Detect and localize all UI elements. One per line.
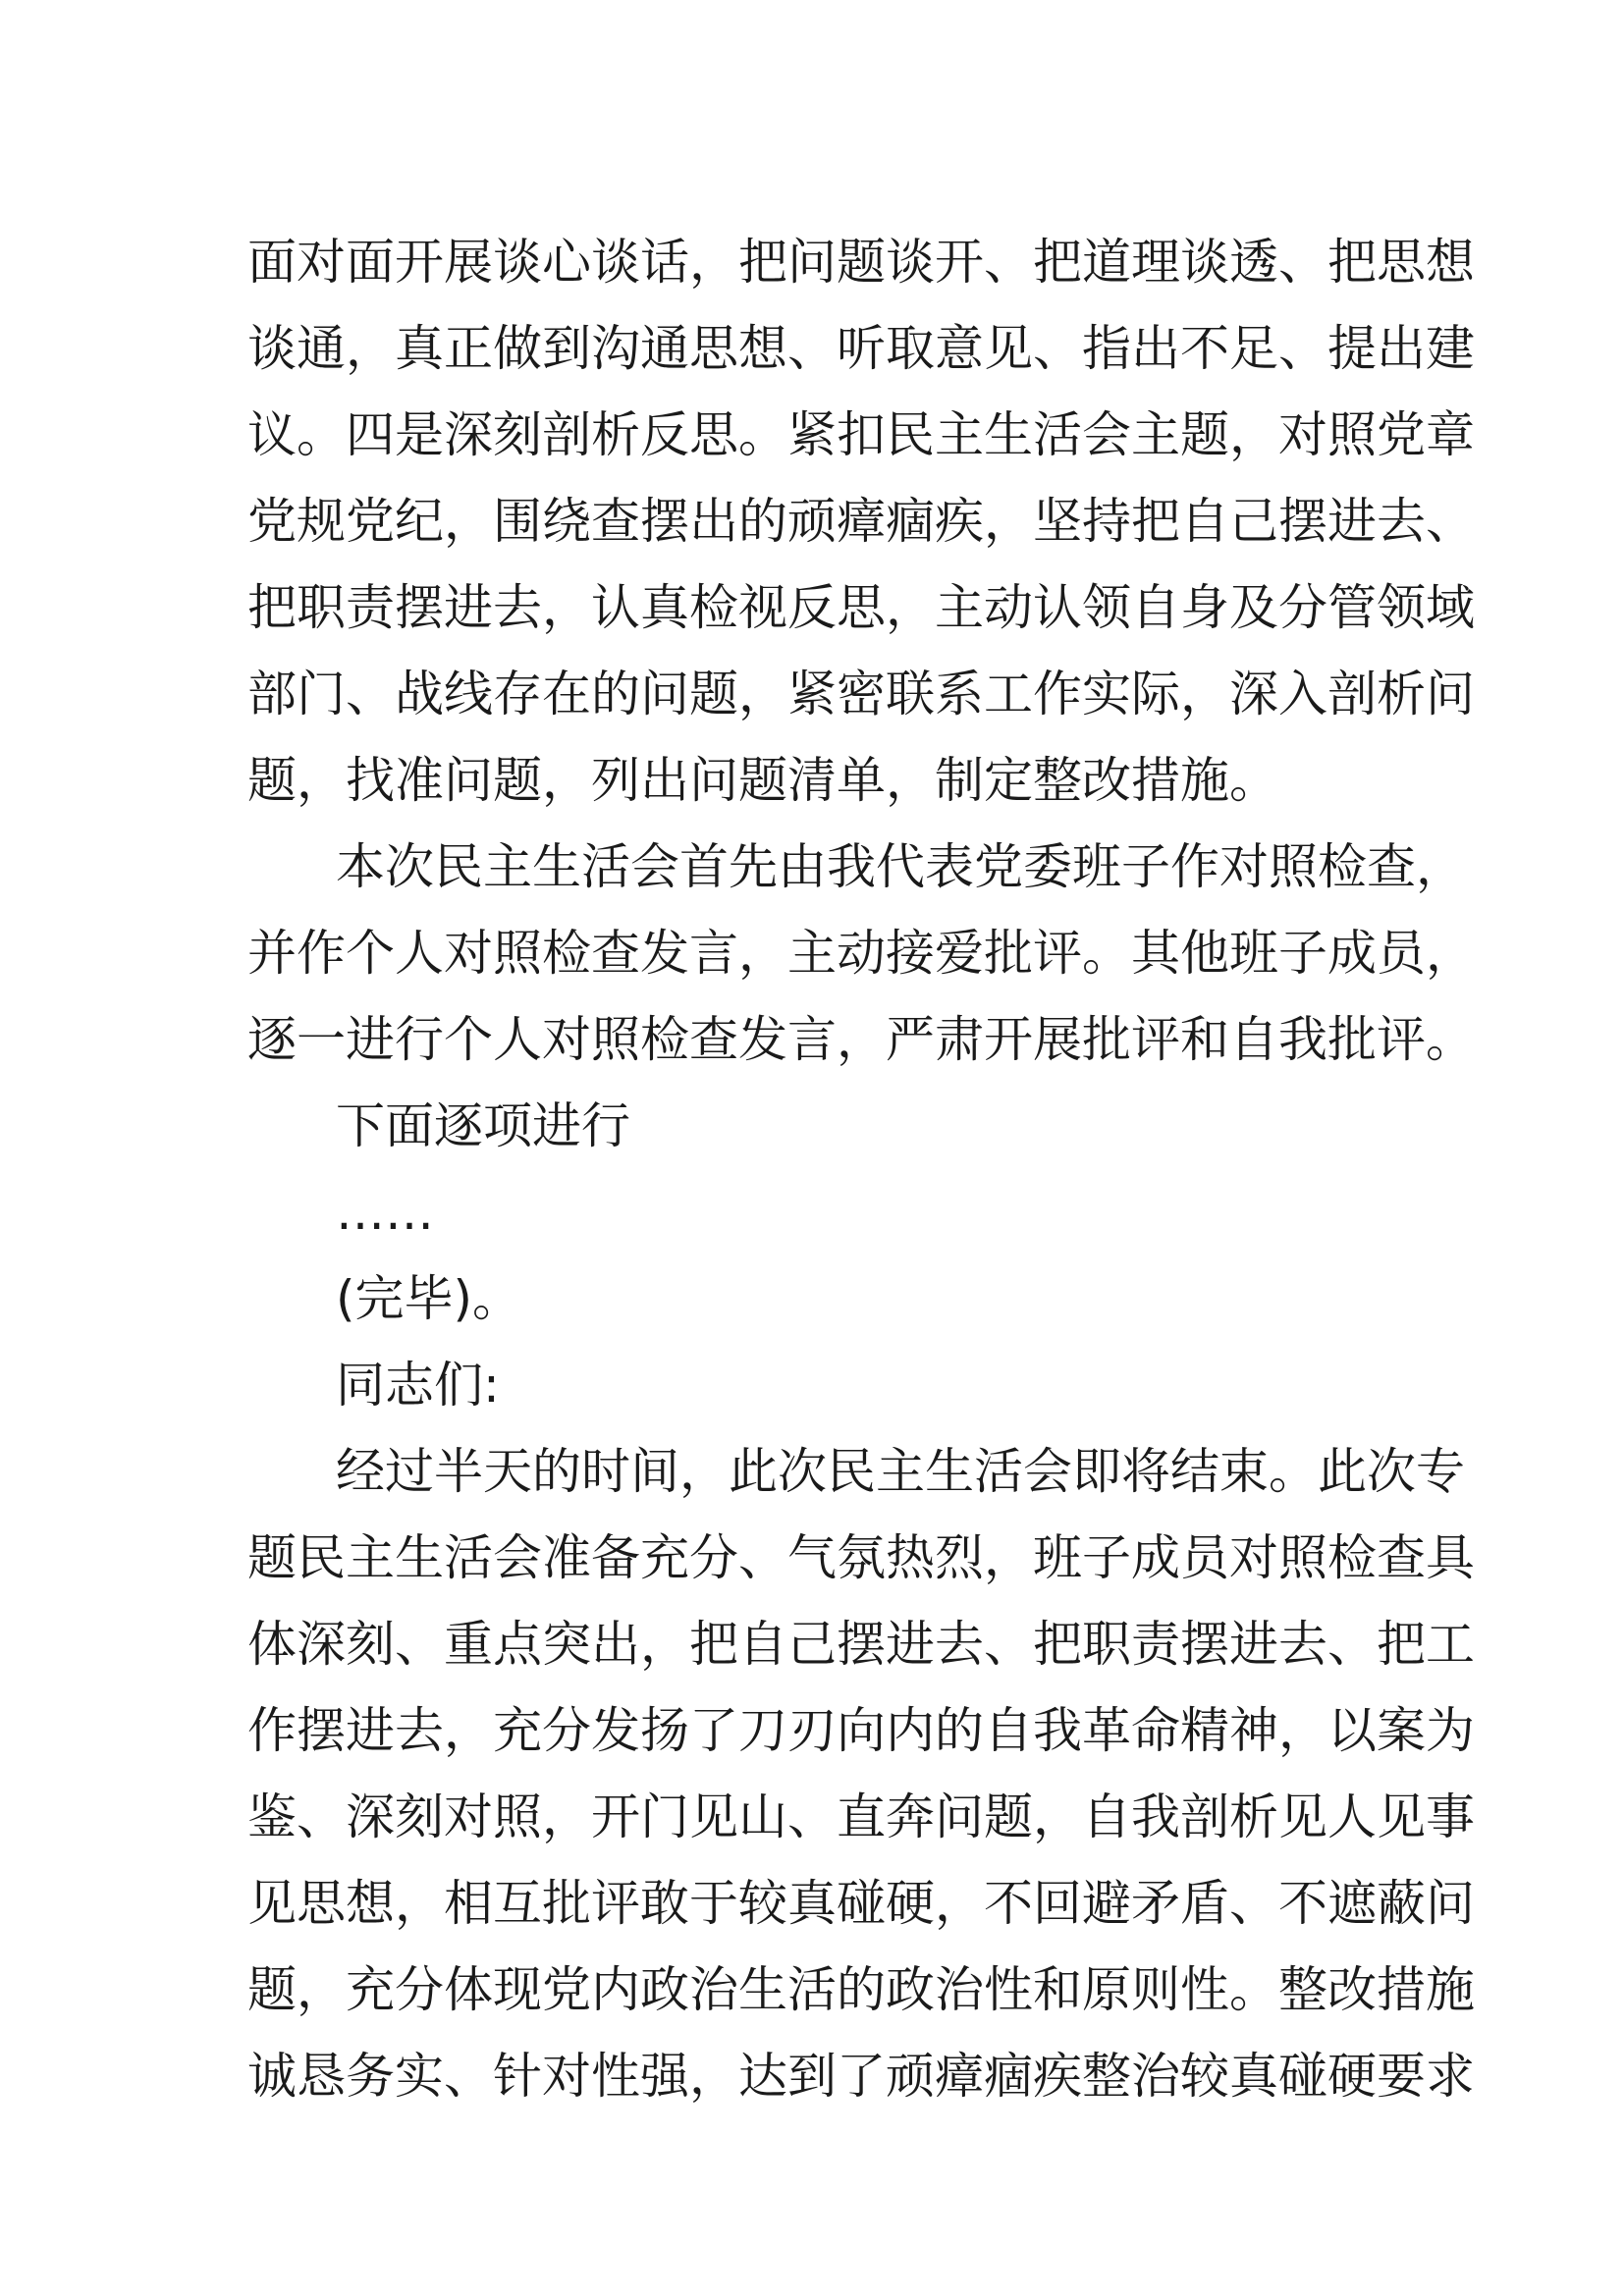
paragraph-first-line: (完毕)。 — [336, 1270, 522, 1327]
paragraph-first-line: 下面逐项进行 — [336, 1097, 630, 1154]
text-line: 见思想，相互批评敢于较真碰硬，不回避矛盾、不遮蔽问 — [247, 1875, 1475, 1932]
salutation-line: 同志们: — [336, 1357, 500, 1414]
text-line: 逐一进行个人对照检查发言，严肃开展批评和自我批评。 — [247, 1011, 1475, 1068]
text-line: 作摆进去，充分发扬了刀刃向内的自我革命精神，以案为 — [247, 1702, 1475, 1759]
text-line: 题，找准问题，列出问题清单，制定整改措施。 — [247, 752, 1278, 809]
text-line: 谈通，真正做到沟通思想、听取意见、指出不足、提出建 — [247, 320, 1475, 377]
text-line: 题民主生活会准备充分、气氛热烈，班子成员对照检查具 — [247, 1529, 1475, 1586]
text-line: 鉴、深刻对照，开门见山、直奔问题，自我剖析见人见事 — [247, 1789, 1475, 1845]
text-line: 议。四是深刻剖析反思。紧扣民主生活会主题，对照党章 — [247, 406, 1475, 463]
paragraph-first-line: 本次民主生活会首先由我代表党委班子作对照检查， — [336, 838, 1465, 895]
document-body — [247, 219, 1475, 2119]
paragraph-first-line: 经过半天的时间，此次民主生活会即将结束。此次专 — [336, 1443, 1465, 1500]
ellipsis-line: …… — [336, 1184, 434, 1241]
text-line: 题，充分体现党内政治生活的政治性和原则性。整改措施 — [247, 1961, 1475, 2018]
text-line: 部门、战线存在的问题，紧密联系工作实际，深入剖析问 — [247, 666, 1475, 722]
text-line: 体深刻、重点突出，把自己摆进去、把职责摆进去、把工 — [247, 1616, 1475, 1673]
text-line: 党规党纪，围绕查摆出的顽瘴痼疾，坚持把自己摆进去、 — [247, 493, 1475, 550]
text-line: 面对面开展谈心谈话，把问题谈开、把道理谈透、把思想 — [247, 234, 1475, 291]
text-line: 诚恳务实、针对性强，达到了顽瘴痼疾整治较真碰硬要求 — [247, 2048, 1475, 2105]
text-line: 并作个人对照检查发言，主动接爱批评。其他班子成员， — [247, 925, 1475, 982]
text-line: 把职责摆进去，认真检视反思，主动认领自身及分管领域 — [247, 579, 1475, 636]
